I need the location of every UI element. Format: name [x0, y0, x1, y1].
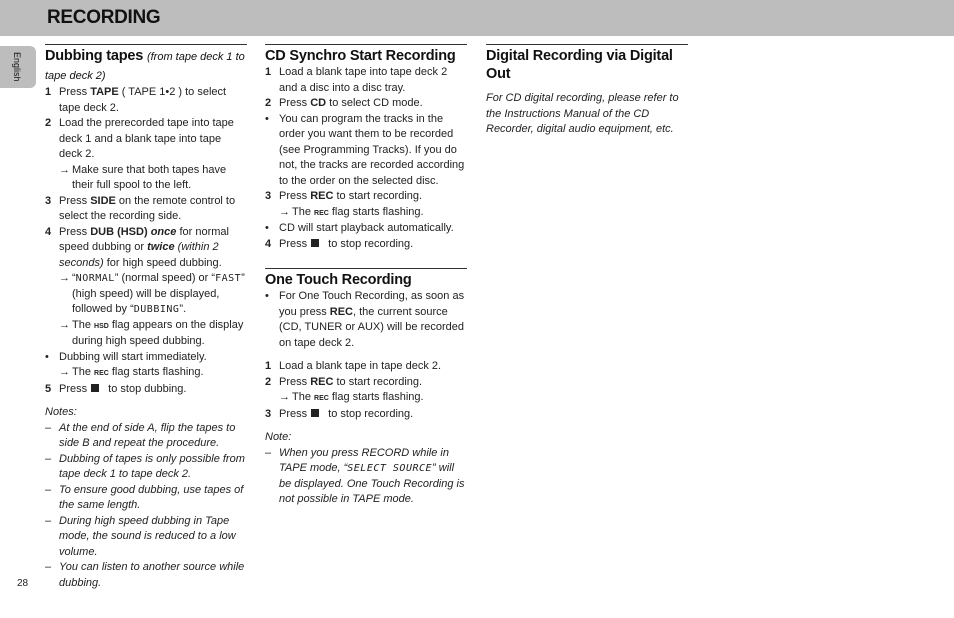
- step-4: 4 Press DUB (HSD) once for normal speed dubbing or twice (within 2 seconds) for high speed dubbing.: [45, 225, 229, 269]
- arrow-icon: →: [279, 205, 290, 218]
- rec-flag: REC: [314, 395, 329, 402]
- section-heading-dubbing: Dubbing tapes (from tape deck 1 to tape deck 2): [45, 44, 247, 85]
- language-tab: [0, 46, 36, 88]
- cd-synchro-steps: [265, 65, 467, 252]
- page-title: RECORDING: [47, 7, 161, 28]
- language-tab-label: English: [12, 52, 22, 82]
- bullet-dubbing-start: • Dubbing will start immediately.: [45, 350, 207, 363]
- note-item: – During high speed dubbing in Tape mode, the sound is reduced to a low volume.: [45, 514, 236, 558]
- digital-recording-text: For CD digital recording, please refer to the Instructions Manual of the CD Recorder, digital audio equipment, etc.: [486, 92, 679, 135]
- arrow-icon: →: [59, 272, 70, 284]
- hsd-flag: HSD: [94, 322, 109, 330]
- note-item: – You can listen to another source while dubbing.: [45, 561, 245, 589]
- rec-flag: REC: [314, 209, 329, 217]
- rec-flag: REC: [94, 370, 109, 377]
- column-dubbing-tapes: [45, 44, 247, 591]
- section-heading-cd-synchro: CD Synchro Start Recording: [265, 44, 467, 65]
- step-2-result: → Make sure that both tapes have their full spool to the left.: [59, 163, 227, 191]
- section-heading-digital: Digital Recording via Digital Out: [486, 44, 688, 83]
- notes-title: Notes:: [45, 406, 77, 418]
- step-1: 1 Load a blank tape into tape deck 2 and a disc into a disc tray.: [265, 66, 448, 94]
- step-4-hsd-result: → The HSD flag appears on the display during high speed dubbing.: [59, 318, 244, 347]
- step-3: 3 Press SIDE on the remote control to select the recording side.: [45, 194, 236, 222]
- step-5: 5 Press to stop dubbing.: [45, 382, 187, 395]
- step-4: 4 Press to stop recording.: [265, 237, 414, 250]
- step-3: 3 Press to stop recording.: [265, 407, 414, 420]
- note-item: – When you press RECORD while in TAPE mode, “SELECT SOURCE” will be displayed. One Touch Recording is not possible in TAPE mode.: [265, 446, 465, 505]
- step-3-result: → The REC flag starts flashing.: [265, 205, 467, 222]
- step-2: 2 Press REC to start recording.: [265, 375, 423, 388]
- column-cd-synchro: [265, 44, 467, 508]
- column-digital-recording: [486, 44, 688, 138]
- arrow-icon: →: [279, 391, 290, 403]
- bullet-result: → The REC flag starts flashing.: [45, 365, 247, 382]
- step-2: 2 Load the prerecorded tape into tape deck 1 and a blank tape into tape deck 2.: [45, 117, 234, 160]
- note-item: – To ensure good dubbing, use tapes of the same length.: [45, 483, 244, 511]
- note-item: – At the end of side A, flip the tapes to side B and repeat the procedure.: [45, 421, 236, 449]
- step-2-result: → The REC flag starts flashing.: [265, 390, 467, 407]
- note-title: Note:: [265, 431, 292, 443]
- dubbing-steps: [45, 85, 247, 591]
- stop-icon: [91, 384, 99, 392]
- arrow-icon: →: [59, 318, 70, 331]
- step-4-display-result: → “NORMAL” (normal speed) or “FAST” (high speed) will be displayed, followed by “DUBBING”.: [59, 272, 245, 315]
- step-3: 3 Press REC to start recording.: [265, 190, 423, 202]
- bullet-one-touch: • For One Touch Recording, as soon as you press REC, the current source (CD, TUNER or AUX) will be recorded on tape deck 2.: [265, 290, 465, 349]
- stop-icon: [311, 409, 319, 417]
- one-touch-steps: [265, 289, 467, 508]
- bullet-program-tracks: • You can program the tracks in the order you want them to be recorded (see Programming Tracks). If you do not, the tracks are recorded according to the order on the selected disc.: [265, 112, 465, 187]
- arrow-icon: →: [59, 366, 70, 378]
- note-item: – Dubbing of tapes is only possible from tape deck 1 to tape deck 2.: [45, 452, 245, 480]
- page-number: 28: [17, 578, 29, 589]
- step-2: 2 Press CD to select CD mode.: [265, 97, 423, 109]
- step-1: 1 Load a blank tape in tape deck 2.: [265, 360, 442, 372]
- stop-icon: [311, 239, 319, 247]
- bullet-cd-playback: • CD will start playback automatically.: [265, 222, 454, 234]
- section-heading-one-touch: One Touch Recording: [265, 268, 467, 289]
- step-1: 1 Press TAPE ( TAPE 1•2 ) to select tape deck 2.: [45, 86, 227, 114]
- arrow-icon: →: [59, 163, 70, 176]
